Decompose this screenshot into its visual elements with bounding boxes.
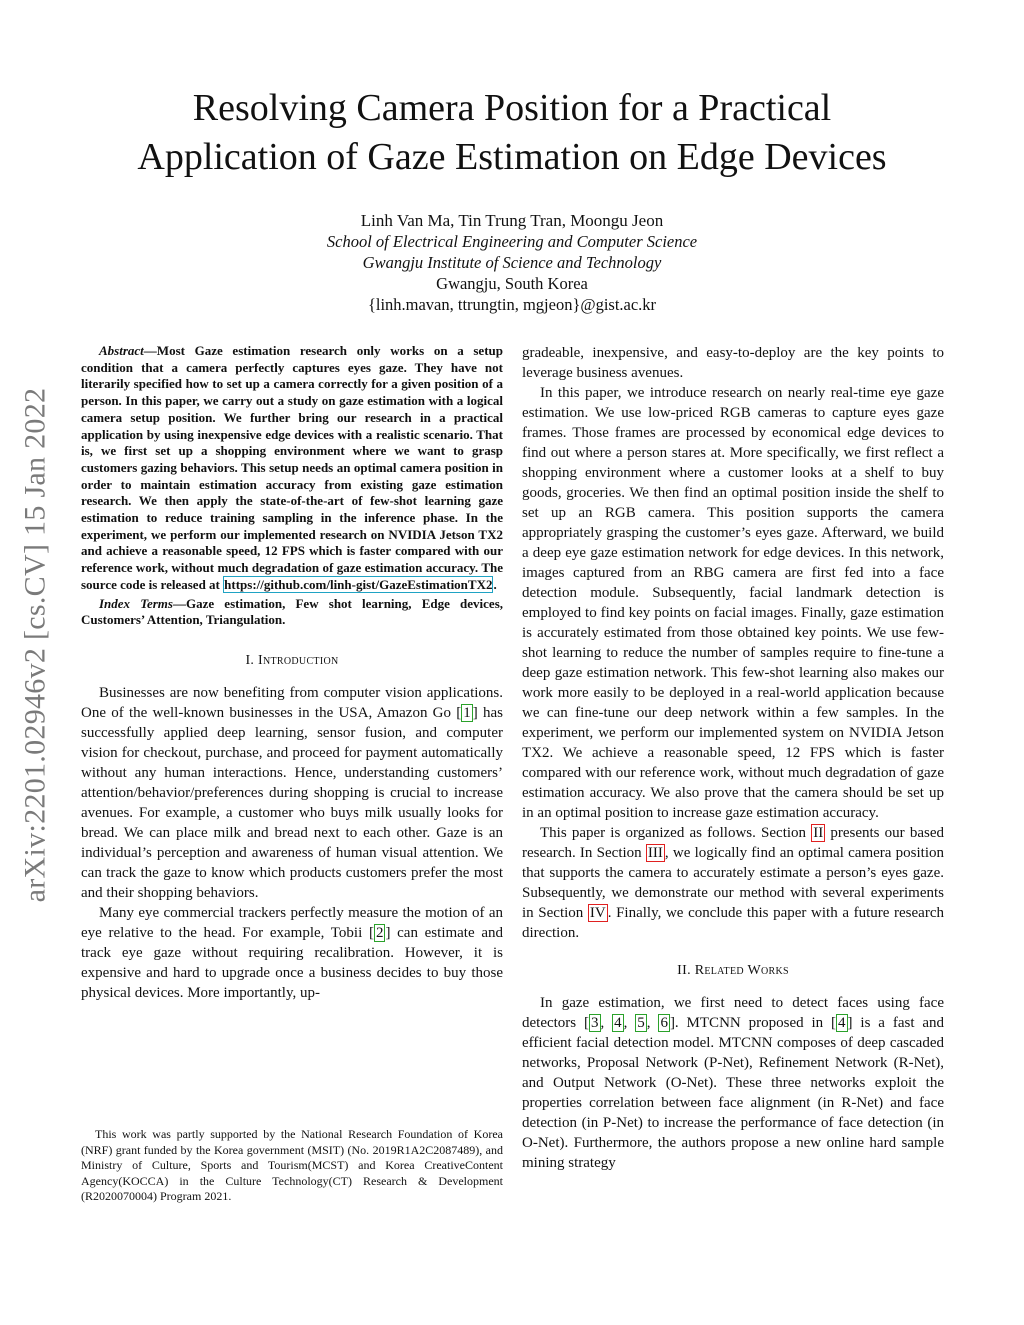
abstract-lead: Abstract [99,343,144,358]
citation-link[interactable]: 3 [591,1015,599,1031]
source-code-link[interactable]: https://github.com/linh-gist/GazeEstimationTX2 [224,576,493,592]
section-heading-related-works [522,961,944,981]
text-run: . Finally, we conclude this paper with a future research direction. [522,905,944,941]
text-run: Businesses are now benefiting from computer vision applications. One of the well-known businesses in the USA, Amazon Go [81,684,503,721]
text-run: , [623,1015,636,1031]
footnote-text: This work was partly supported by the National Research Foundation of Korea (NRF) grant funded by the Korea government (MSIT) (No. 2019R1A2C2087489), and Ministry of Culture, Sports and Tourism(MCST) and Korea CreativeContent Agency(KOCCA) in the Culture Technology(CT) Research & Development (R2020070004) Program 2021. [81,1127,503,1203]
right-column [522,343,944,1173]
text-run: , [600,1015,613,1031]
text-run: can estimate and track eye gaze without requiring recalibration. However, it is expensive and hard to upgrade once a business decides to buy those physical devices. More importantly, up- [81,924,503,1001]
arxiv-identifier-text: arXiv:2201.02946v2 [cs.CV] 15 Jan 2022 [18,387,51,903]
text-run: Many eye commercial trackers perfectly measure the motion of an eye relative to the head. For example, Tobii [81,904,503,941]
paper-title [80,84,944,182]
text-run: presents our based research. In Section [522,825,944,861]
abstract [81,343,503,594]
author-emails: {linh.mavan, ttrungtin, mgjeon}@gist.ac.kr [367,295,657,314]
citation-link[interactable]: 4 [838,1015,846,1031]
right-paragraph-3 [522,823,944,943]
section-number: I. [245,652,259,668]
left-column [81,343,503,1003]
section-title-text: Related Works [694,963,789,978]
section-ref-link[interactable]: III [647,845,663,861]
text-run: , we logically find an optimal camera position that supports the camera to accurately estimate a person’s eyes gaze. Subsequently, we demonstrate our method with several experiments in Section [522,845,944,921]
index-terms-body: —Gaze estimation, Few shot learning, Edge devices, Customers’ Attention, Triangulation. [81,595,503,628]
right-paragraph-1: gradeable, inexpensive, and easy-to-deploy are the key points to leverage business avenues. [522,345,944,381]
title-line-2: Application of Gaze Estimation on Edge Devices [137,136,887,178]
intro-paragraph-2: Many eye commercial trackers perfectly measure the motion of an eye relative to the head. For example, Tobii [ 2 ] can estimate and track eye gaze without requiring recalibration. However, it is expensive and hard to upgrade once a business decides to buy those physical devices. More importantly, up- [81,904,503,1001]
abstract-body: —Most Gaze estimation research only works on a setup condition that a camera perfectly captures eyes gaze. They have not literarily specified how to set up a camera correctly for a given position of a person. In this paper, we carry out a study on gaze estimation with a logical camera setup position. We further bring our research in a practical application by using inexpensive edge devices with a realistic scenario. That is, we first set up a shopping environment where we want to grasp customers gazing behaviors. This setup needs an optimal camera position in order to maintain estimation accuracy from existing gaze estimation research. We then apply the state-of-the-art of few-shot learning gaze estimation to reduce training sampling in the inference phase. In the experiment, we perform our implemented research on NVIDIA Jetson TX2 and achieve a reasonable speed, 12 FPS which is faster compared with our reference work, without much degradation of gaze estimation accuracy. The source code is released at [81,343,503,592]
text-run: ]. MTCNN proposed in [ [669,1015,837,1031]
author-block [80,210,944,315]
related-paragraph-1 [522,993,944,1173]
arxiv-identifier-stamp [0,345,70,945]
index-terms [81,596,503,629]
affiliation-department: School of Electrical Engineering and Computer Science [326,232,698,251]
text-run: has successfully applied deep learning, sensor fusion, and computer vision for checkout, purchase, and proceed for payment automatically without any human interactions. Hence, understanding customers’ attention/behavior/preferences during shopping is crucial to increase avenues. For example, a customer who buys milk usually looks for bread. We can place milk and bread next to each other. Gaze is an individual’s perception and awareness of human visual attention. We can track the gaze to know which products customers prefer the most and their shopping behaviors. [81,704,503,901]
index-terms-lead: Index Terms [99,595,173,611]
author-names: Linh Van Ma, Tin Trung Tran, Moongu Jeon [360,211,664,230]
text-run: , [646,1015,659,1031]
text-run: ] is a fast and efficient facial detection model. MTCNN composes of deep cascaded networks, Proposal Network (P-Net), Refinement Network (R-Net), and Output Network (O-Net). These three networks exploit the properties correlation between face alignment (in R-Net) and face detection (in P-Net) to increase the performance of face detection (in O-Net). Furthermore, the authors propose a new online hard sample mining strategy [522,1015,945,1171]
affiliation-institute: Gwangju Institute of Science and Technology [362,253,662,272]
citation-link[interactable]: 4 [614,1015,622,1031]
section-ref-link[interactable]: II [813,825,824,841]
citation-link[interactable]: 1 [463,704,471,721]
citation-link[interactable]: 2 [375,924,384,941]
affiliation-location: Gwangju, South Korea [436,274,588,293]
funding-footnote [81,1127,503,1205]
section-ref-link[interactable]: IV [589,905,606,921]
section-number: II. [677,963,695,978]
citation-link[interactable]: 6 [660,1015,668,1031]
intro-paragraph-1: Businesses are now benefiting from computer vision applications. One of the well-known businesses in the USA, Amazon Go [ 1 ] has successfully applied deep learning, sensor fusion, and computer vision for checkout, purchase, and proceed for payment automatically without any human interactions. Hence, understanding customers’ attention/behavior/preferences during shopping is crucial to increase avenues. For example, a customer who buys milk usually looks for bread. We can place milk and bread next to each other. Gaze is an individual’s perception and awareness of human visual attention. We can track the gaze to know which products customers prefer the most and their shopping behaviors. [81,684,503,901]
text-run: This paper is organized as follows. Section [540,825,812,841]
citation-link[interactable]: 5 [637,1015,645,1031]
paper-header [80,84,944,315]
abstract-end: . [493,576,497,592]
section-title-text: Introduction [258,652,339,668]
section-heading-introduction [81,651,503,671]
title-line-1: Resolving Camera Position for a Practical [192,87,832,129]
text-run: In gaze estimation, we first need to detect faces using face detectors [ [522,995,944,1031]
right-paragraph-2: In this paper, we introduce research on nearly real-time eye gaze estimation. We use low-priced RGB cameras to capture eyes gaze frames. Those frames are processed by economical edge devices to find out where a person stares at. More specifically, we first reflect a shopping environment where a customer looks at a shelf to buy goods, groceries. We then find an optimal position inside the shelf to set up an RGB camera. This position supports the camera appropriately grasping the customer’s eyes gaze. Afterward, we build a deep eye gaze estimation network for edge devices. In this network, images captured from an RBG camera are first fed into a face detection module. Subsequently, facial landmark detection is employed to find key points on facial images. Finally, gaze estimation is accurately estimated from those obtained key points. We use few-shot learning to reduce the number of samples require to fine-tune a deep gaze estimation network. This few-shot learning also makes our work more easily to be deployed in a real-world application because we can fine-tune our deep network within a few samples. In the experiment, we perform our implemented system on NVIDIA Jetson TX2. We achieve a reasonable speed, 12 FPS which is faster compared with our reference work, without much degradation of gaze estimation accuracy. We also prove that the camera should be set up in an optimal position to increase gaze estimation accuracy. [522,385,944,821]
